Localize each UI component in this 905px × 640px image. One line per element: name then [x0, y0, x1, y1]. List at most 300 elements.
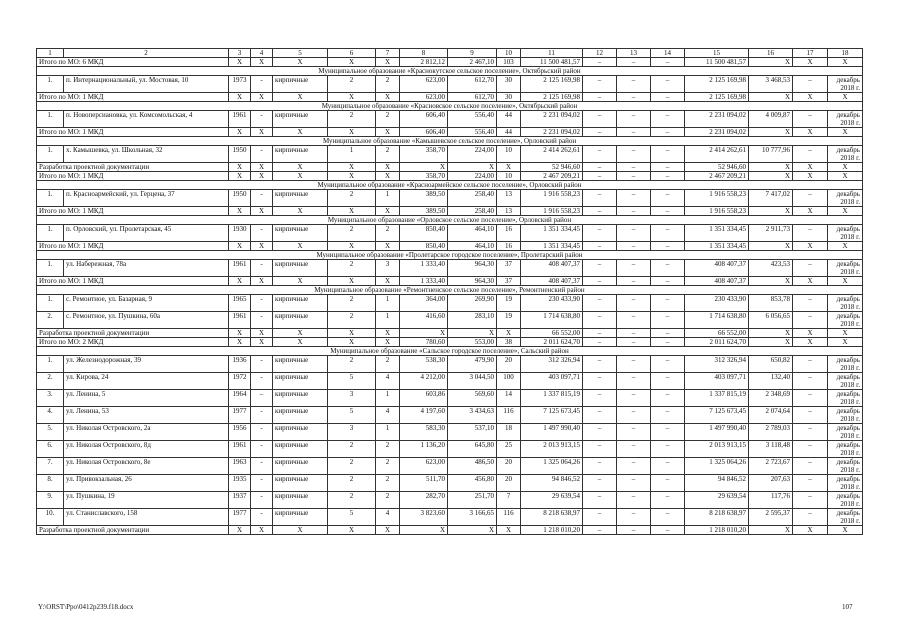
table-row [37, 76, 863, 93]
value-cell: 2 414 262,61 [685, 146, 749, 163]
page-number: 107 [842, 603, 853, 611]
value-cell: – [651, 190, 685, 207]
row-number: 2. [37, 312, 64, 329]
value-cell: – [651, 475, 685, 492]
value-cell: 2 [328, 492, 376, 509]
value-cell: – [793, 458, 828, 475]
section-title: Муниципальное образование «Сальское городское поселение», Сальский район [37, 347, 863, 356]
total-cell: 1 351 334,45 [521, 242, 583, 251]
deadline-cell: декабрь 2018 г. [828, 458, 863, 475]
value-cell: 1961 [229, 312, 251, 329]
value-cell: 19 [497, 295, 521, 312]
total-cell: – [583, 207, 617, 216]
total-cell: 1 333,40 [400, 277, 448, 286]
value-cell: 2 [376, 111, 400, 128]
address-cell: ул. Железнодорожная, 39 [64, 356, 229, 373]
column-number-cell: 5 [273, 49, 328, 58]
total-label: Итого по МО: 1 МКД [37, 172, 229, 181]
deadline-cell: декабрь 2018 г. [828, 225, 863, 242]
deadline-cell: декабрь 2018 г. [828, 407, 863, 424]
deadline-cell: декабрь 2018 г. [828, 509, 863, 526]
value-cell: – [793, 225, 828, 242]
value-cell: 850,40 [400, 225, 448, 242]
value-cell: 251,70 [448, 492, 497, 509]
total-cell: 66 552,00 [685, 329, 749, 338]
value-cell: 1963 [229, 458, 251, 475]
value-cell: 623,00 [400, 458, 448, 475]
row-number: 8. [37, 475, 64, 492]
table-row [37, 312, 863, 329]
row-number: 4. [37, 407, 64, 424]
value-cell: кирпичные [273, 295, 328, 312]
value-cell: 8 218 638,97 [521, 509, 583, 526]
value-cell: 1977 [229, 509, 251, 526]
value-cell: 2 [328, 260, 376, 277]
value-cell: – [251, 390, 273, 407]
value-cell: – [583, 190, 617, 207]
value-cell: - [251, 76, 273, 93]
value-cell: 1973 [229, 76, 251, 93]
value-cell: – [651, 407, 685, 424]
header-row [37, 49, 863, 58]
address-cell: ул. Станиславского, 158 [64, 509, 229, 526]
total-cell: X [793, 172, 828, 181]
value-cell: – [617, 458, 651, 475]
section-header-row [37, 216, 863, 225]
value-cell: – [583, 509, 617, 526]
value-cell: 2 [328, 458, 376, 475]
value-cell: 3 044,50 [448, 373, 497, 390]
value-cell: – [617, 225, 651, 242]
value-cell: 1 916 558,23 [521, 190, 583, 207]
column-number-cell: 12 [583, 49, 617, 58]
total-cell: X [400, 526, 448, 535]
total-cell: X [229, 128, 251, 137]
total-cell: X [828, 163, 863, 172]
value-cell: 1 325 064,26 [521, 458, 583, 475]
total-cell: X [793, 329, 828, 338]
value-cell: 606,40 [400, 111, 448, 128]
value-cell: 3 166,65 [448, 509, 497, 526]
value-cell: 1950 [229, 146, 251, 163]
value-cell: кирпичные [273, 146, 328, 163]
total-cell: X [229, 338, 251, 347]
total-cell: 606,40 [400, 128, 448, 137]
footer-file-path: Y:\ORST\Ppo\0412p239.f18.docx [38, 603, 134, 611]
column-number-cell: 15 [685, 49, 749, 58]
value-cell: 20 [497, 458, 521, 475]
total-cell: – [651, 172, 685, 181]
value-cell: 1 [328, 146, 376, 163]
value-cell: – [793, 509, 828, 526]
total-cell: 11 500 481,57 [685, 58, 749, 67]
value-cell: 2 911,73 [749, 225, 793, 242]
value-cell: 1 [376, 390, 400, 407]
value-cell: 1 351 334,45 [685, 225, 749, 242]
value-cell: 6 056,65 [749, 312, 793, 329]
value-cell: - [251, 190, 273, 207]
address-cell: ул. Пушкина, 19 [64, 492, 229, 509]
value-cell: – [583, 424, 617, 441]
table-row [37, 356, 863, 373]
total-cell: – [617, 526, 651, 535]
total-cell: 2 011 624,70 [521, 338, 583, 347]
value-cell: кирпичные [273, 356, 328, 373]
total-cell: 224,00 [448, 172, 497, 181]
value-cell: 37 [497, 260, 521, 277]
value-cell: 3 823,60 [400, 509, 448, 526]
deadline-cell: декабрь 2018 г. [828, 475, 863, 492]
value-cell: 403 097,71 [521, 373, 583, 390]
deadline-cell: декабрь 2018 г. [828, 146, 863, 163]
total-cell: X [328, 58, 376, 67]
total-cell: X [229, 329, 251, 338]
total-cell: – [651, 93, 685, 102]
total-cell: X [828, 329, 863, 338]
column-number-cell: 6 [328, 49, 376, 58]
total-label: Итого по МО: 1 МКД [37, 93, 229, 102]
value-cell: 269,90 [448, 295, 497, 312]
value-cell: кирпичные [273, 407, 328, 424]
value-cell: 2 723,67 [749, 458, 793, 475]
deadline-cell: декабрь 2018 г. [828, 356, 863, 373]
value-cell: – [651, 424, 685, 441]
value-cell: 486,50 [448, 458, 497, 475]
total-cell: – [651, 207, 685, 216]
total-cell: 556,40 [448, 128, 497, 137]
total-cell: 30 [497, 93, 521, 102]
value-cell: 4 212,00 [400, 373, 448, 390]
value-cell: – [583, 458, 617, 475]
total-cell: X [828, 207, 863, 216]
total-cell: – [583, 526, 617, 535]
total-cell: 2 125 169,98 [685, 93, 749, 102]
total-cell: X [793, 93, 828, 102]
value-cell: 464,10 [448, 225, 497, 242]
value-cell: 1 [376, 424, 400, 441]
total-cell: X [749, 242, 793, 251]
row-number: 3. [37, 390, 64, 407]
total-cell: – [583, 128, 617, 137]
value-cell: кирпичные [273, 111, 328, 128]
value-cell: 2 [376, 356, 400, 373]
value-cell: – [793, 441, 828, 458]
value-cell: – [793, 312, 828, 329]
total-cell: X [376, 58, 400, 67]
total-row [37, 526, 863, 535]
value-cell: – [793, 492, 828, 509]
value-cell: - [251, 475, 273, 492]
total-cell: X [328, 93, 376, 102]
value-cell: 583,30 [400, 424, 448, 441]
table-row [37, 295, 863, 312]
total-cell: 38 [497, 338, 521, 347]
total-cell: – [651, 163, 685, 172]
address-cell: п. Красноармейский, ул. Герцена, 37 [64, 190, 229, 207]
total-row [37, 128, 863, 137]
value-cell: 283,10 [448, 312, 497, 329]
value-cell: – [583, 492, 617, 509]
column-number-cell: 3 [229, 49, 251, 58]
value-cell: – [793, 390, 828, 407]
table-row [37, 424, 863, 441]
section-header-row [37, 67, 863, 76]
value-cell: - [251, 441, 273, 458]
value-cell: - [251, 312, 273, 329]
table-row [37, 492, 863, 509]
total-cell: – [583, 172, 617, 181]
total-row [37, 172, 863, 181]
table-row [37, 146, 863, 163]
value-cell: - [251, 225, 273, 242]
value-cell: 1 351 334,45 [521, 225, 583, 242]
value-cell: – [583, 356, 617, 373]
total-cell: – [651, 526, 685, 535]
total-cell: X [828, 526, 863, 535]
value-cell: 30 [497, 76, 521, 93]
total-cell: X [749, 172, 793, 181]
value-cell: 3 [328, 424, 376, 441]
value-cell: 538,30 [400, 356, 448, 373]
section-title: Муниципальное образование «Красноармейское сельское поселение», Орловский район [37, 181, 863, 190]
value-cell: 2 [376, 475, 400, 492]
value-cell: 2 [376, 76, 400, 93]
value-cell: кирпичные [273, 190, 328, 207]
address-cell: ул. Николая Островского, 8д [64, 441, 229, 458]
total-cell: X [273, 207, 328, 216]
value-cell: – [793, 295, 828, 312]
column-number-cell: 1 [37, 49, 64, 58]
total-cell: – [617, 172, 651, 181]
row-number: 9. [37, 492, 64, 509]
section-header-row [37, 286, 863, 295]
value-cell: - [251, 492, 273, 509]
value-cell: 511,70 [400, 475, 448, 492]
value-cell: 5 [328, 407, 376, 424]
value-cell: 2 [328, 475, 376, 492]
value-cell: 7 125 673,45 [685, 407, 749, 424]
deadline-cell: декабрь 2018 г. [828, 424, 863, 441]
value-cell: 1 337 815,19 [685, 390, 749, 407]
value-cell: 4 197,60 [400, 407, 448, 424]
value-cell: 1936 [229, 356, 251, 373]
total-cell: – [651, 58, 685, 67]
total-cell: X [448, 329, 497, 338]
column-number-cell: 18 [828, 49, 863, 58]
total-cell: X [376, 172, 400, 181]
total-label: Итого по МО: 2 МКД [37, 338, 229, 347]
total-cell: X [376, 338, 400, 347]
value-cell: – [583, 407, 617, 424]
total-cell: X [448, 163, 497, 172]
value-cell: – [651, 356, 685, 373]
total-cell: 1 218 010,20 [685, 526, 749, 535]
total-cell: X [749, 277, 793, 286]
total-cell: X [328, 128, 376, 137]
row-number: 1. [37, 295, 64, 312]
table-row [37, 458, 863, 475]
total-label: Разработка проектной документации [37, 526, 229, 535]
value-cell: – [617, 441, 651, 458]
value-cell: 230 433,90 [685, 295, 749, 312]
value-cell: – [793, 373, 828, 390]
value-cell: 224,00 [448, 146, 497, 163]
total-row [37, 93, 863, 102]
value-cell: кирпичные [273, 441, 328, 458]
value-cell: – [651, 441, 685, 458]
total-cell: – [617, 93, 651, 102]
table-row [37, 373, 863, 390]
total-cell: 408 407,37 [521, 277, 583, 286]
register-table [36, 48, 863, 535]
value-cell: кирпичные [273, 312, 328, 329]
value-cell: – [617, 492, 651, 509]
total-cell: X [376, 277, 400, 286]
total-cell: X [376, 242, 400, 251]
total-cell: 2 467,10 [448, 58, 497, 67]
total-cell: 103 [497, 58, 521, 67]
total-cell: – [583, 242, 617, 251]
value-cell: 2 348,69 [749, 390, 793, 407]
deadline-cell: декабрь 2018 г. [828, 295, 863, 312]
value-cell: 2 [328, 111, 376, 128]
value-cell: - [251, 509, 273, 526]
value-cell: - [251, 356, 273, 373]
value-cell: – [651, 225, 685, 242]
total-cell: X [448, 526, 497, 535]
value-cell: кирпичные [273, 373, 328, 390]
total-cell: X [828, 338, 863, 347]
total-cell: – [617, 58, 651, 67]
total-cell: X [749, 207, 793, 216]
total-cell: 258,40 [448, 207, 497, 216]
value-cell: 1 497 990,40 [685, 424, 749, 441]
table-row [37, 225, 863, 242]
value-cell: 312 326,94 [521, 356, 583, 373]
total-cell: X [229, 58, 251, 67]
value-cell: – [583, 312, 617, 329]
total-cell: 1 916 558,23 [685, 207, 749, 216]
total-cell: – [617, 163, 651, 172]
value-cell: - [251, 458, 273, 475]
value-cell: 19 [497, 312, 521, 329]
total-cell: X [793, 128, 828, 137]
value-cell: – [583, 146, 617, 163]
value-cell: 2 125 169,98 [521, 76, 583, 93]
value-cell: – [617, 111, 651, 128]
total-cell: X [376, 163, 400, 172]
deadline-cell: декабрь 2018 г. [828, 492, 863, 509]
total-cell: 553,00 [448, 338, 497, 347]
row-number: 5. [37, 424, 64, 441]
total-cell: X [749, 329, 793, 338]
total-cell: X [793, 58, 828, 67]
total-cell: X [251, 58, 273, 67]
value-cell: 2 [328, 190, 376, 207]
total-cell: – [651, 277, 685, 286]
value-cell: 1961 [229, 441, 251, 458]
total-cell: X [273, 338, 328, 347]
total-cell: X [229, 207, 251, 216]
value-cell: 207,63 [749, 475, 793, 492]
value-cell: 94 846,52 [685, 475, 749, 492]
address-cell: с. Ремонтное, ул. Пушкина, 60а [64, 312, 229, 329]
total-cell: – [583, 338, 617, 347]
value-cell: 2 595,37 [749, 509, 793, 526]
section-title: Муниципальное образование «Пролетарское городское поселение», Пролетарский район [37, 251, 863, 260]
total-cell: 52 946,60 [685, 163, 749, 172]
value-cell: 537,10 [448, 424, 497, 441]
value-cell: 7 417,02 [749, 190, 793, 207]
total-cell: X [376, 526, 400, 535]
value-cell: – [617, 407, 651, 424]
table-row [37, 390, 863, 407]
row-number: 1. [37, 260, 64, 277]
value-cell: 2 [376, 225, 400, 242]
value-cell: – [651, 295, 685, 312]
table-row [37, 441, 863, 458]
value-cell: 1 337 815,19 [521, 390, 583, 407]
total-cell: 389,50 [400, 207, 448, 216]
value-cell: 403 097,71 [685, 373, 749, 390]
value-cell: 13 [497, 190, 521, 207]
value-cell: – [583, 225, 617, 242]
value-cell: 1 [376, 295, 400, 312]
total-cell: X [497, 526, 521, 535]
value-cell: 623,00 [400, 76, 448, 93]
total-row [37, 277, 863, 286]
value-cell: 4 009,87 [749, 111, 793, 128]
total-cell: X [400, 163, 448, 172]
total-cell: 2 231 094,02 [521, 128, 583, 137]
address-cell: п. Интернациональный, ул. Мостовая, 10 [64, 76, 229, 93]
row-number: 1. [37, 76, 64, 93]
value-cell: 1 714 638,80 [521, 312, 583, 329]
total-cell: 44 [497, 128, 521, 137]
row-number: 1. [37, 356, 64, 373]
total-cell: X [376, 93, 400, 102]
row-number: 1. [37, 146, 64, 163]
total-cell: X [328, 338, 376, 347]
value-cell: 645,80 [448, 441, 497, 458]
value-cell: 2 [328, 76, 376, 93]
row-number: 1. [37, 225, 64, 242]
value-cell: 364,00 [400, 295, 448, 312]
value-cell: 7 125 673,45 [521, 407, 583, 424]
value-cell: 358,70 [400, 146, 448, 163]
total-cell: – [651, 329, 685, 338]
value-cell: 1935 [229, 475, 251, 492]
total-cell: X [273, 58, 328, 67]
value-cell: 2 [376, 146, 400, 163]
total-row [37, 329, 863, 338]
total-cell: X [251, 207, 273, 216]
total-cell: 2 125 169,98 [521, 93, 583, 102]
total-row [37, 58, 863, 67]
total-cell: 16 [497, 242, 521, 251]
total-cell: X [251, 526, 273, 535]
deadline-cell: декабрь 2018 г. [828, 190, 863, 207]
value-cell: 2 231 094,02 [521, 111, 583, 128]
value-cell: 20 [497, 356, 521, 373]
value-cell: 2 [328, 225, 376, 242]
value-cell: - [251, 295, 273, 312]
total-cell: X [749, 128, 793, 137]
value-cell: 456,80 [448, 475, 497, 492]
row-number: 10. [37, 509, 64, 526]
section-title: Муниципальное образование «Ремонтненское сельское поселение», Ремонтненский район [37, 286, 863, 295]
total-label: Разработка проектной документации [37, 329, 229, 338]
